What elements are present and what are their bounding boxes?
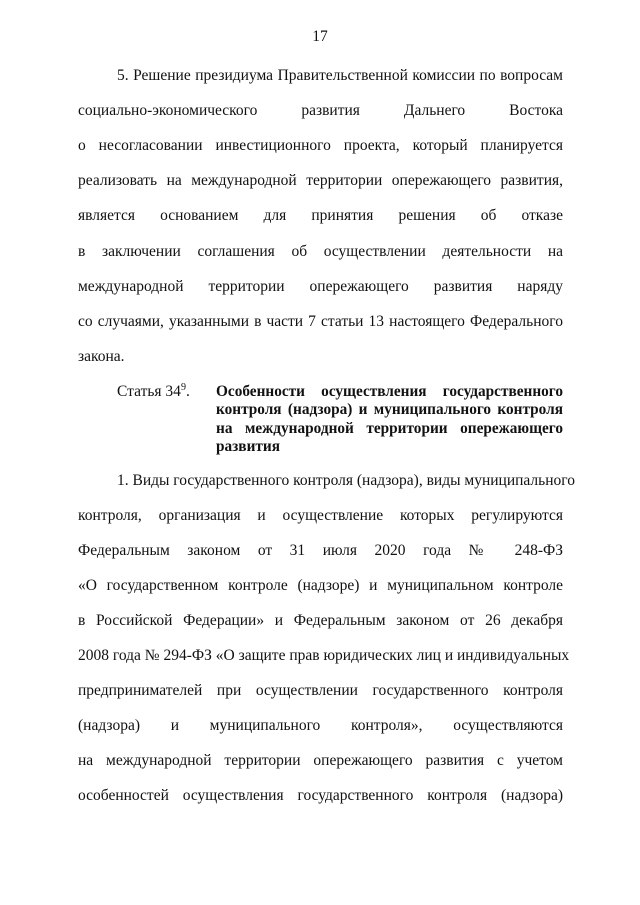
text-line: на международной территории опережающего развития с учетом (78, 752, 563, 769)
text-line: 5. Решение президиума Правительственной комиссии по вопросам (117, 67, 563, 84)
article-title-line: контроля (надзора) и муниципального контроля (216, 401, 563, 419)
text-line: предпринимателей при осуществлении государственного контроля (78, 682, 563, 699)
text-line: является основанием для принятия решения об отказе (78, 207, 563, 224)
text-line: 2008 года № 294-ФЗ «О защите прав юридических лиц и индивидуальных (78, 647, 570, 664)
article-superscript: 9 (180, 382, 186, 393)
article-title-line: развития (216, 437, 280, 455)
text-line: со случаями, указанными в части 7 статьи 13 настоящего Федерального (78, 313, 563, 330)
text-line: (надзора) и муниципального контроля», осуществляются (78, 717, 563, 734)
text-line: о несогласовании инвестиционного проекта, который планируется (78, 137, 563, 154)
article-title (216, 383, 563, 456)
text-line: международной территории опережающего развития наряду (78, 278, 563, 295)
text-line: контроля, организация и осуществление которых регулируются (78, 507, 563, 524)
article-title-line: на международной территории опережающего (216, 419, 563, 437)
text-line: 1. Виды государственного контроля (надзора), виды муниципального (117, 472, 576, 489)
page-number: 17 (312, 28, 328, 45)
text-line: «О государственном контроле (надзоре) и муниципальном контроле (78, 577, 563, 594)
text-line: в Российской Федерации» и Федеральным законом от 26 декабря (78, 612, 563, 629)
text-line: реализовать на международной территории опережающего развития, (78, 172, 563, 189)
text-line: особенностей осуществления государственного контроля (надзора) (78, 787, 563, 804)
text-line: закона. (78, 348, 125, 365)
article-label: Статья $34^9$. (117, 382, 190, 400)
article-title-line: Особенности осуществления государственного (216, 383, 563, 400)
text-line: социально-экономического развития Дальнего Востока (78, 102, 563, 119)
text-line: в заключении соглашения об осуществлении деятельности на (78, 243, 563, 260)
text-line: Федеральным законом от 31 июля 2020 года № 248-ФЗ (78, 542, 563, 559)
